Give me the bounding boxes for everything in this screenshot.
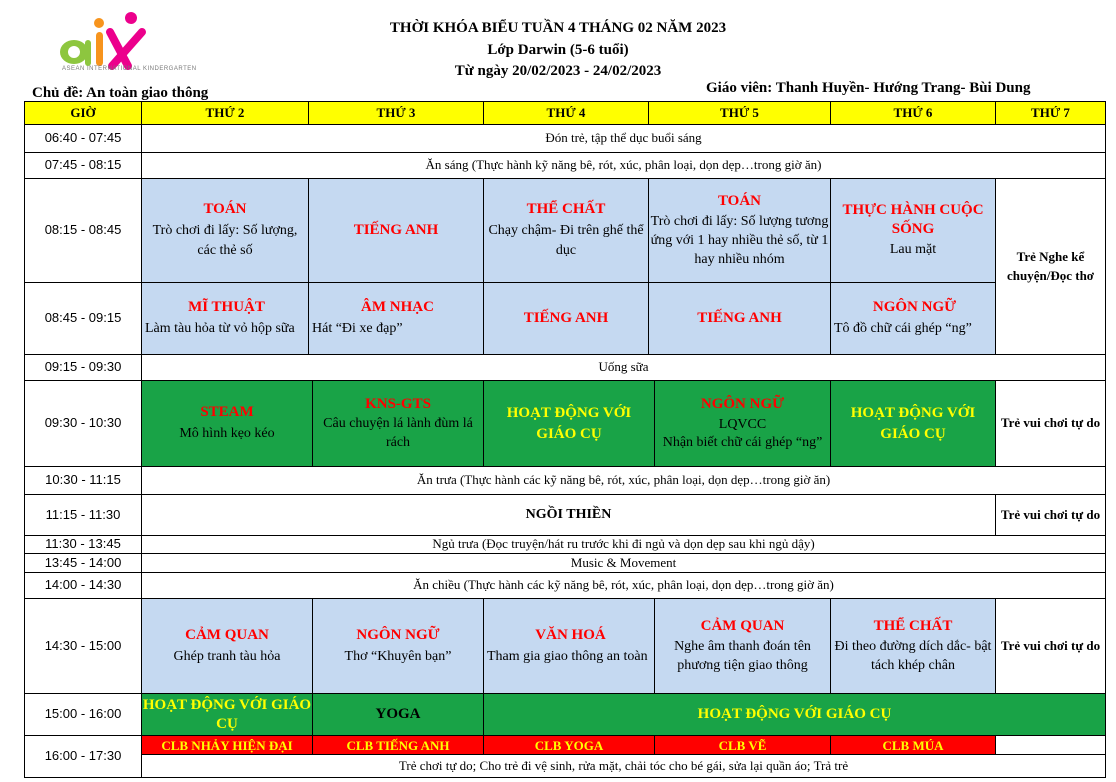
lesson-cell bbox=[312, 598, 484, 694]
lesson-desc: LQVCC bbox=[718, 417, 767, 433]
lesson-desc: Trò chơi đi lấy: Số lượng, các thẻ số bbox=[152, 223, 298, 259]
lesson-cell bbox=[830, 380, 996, 467]
activity-span: Ăn chiều (Thực hành các kỹ năng bê, rót, xúc, phân loại, dọn dẹp…trong giờ ăn) bbox=[141, 572, 1106, 599]
lesson-desc: Chạy chậm- Đi trên ghế thể dục bbox=[488, 223, 644, 259]
lesson-desc: Trò chơi đi lấy: Số lượng tương ứng với 1 hay nhiều thẻ số, từ 1 hay nhiều nhóm bbox=[650, 214, 829, 267]
time-slot: 16:00 - 17:30 bbox=[24, 735, 142, 778]
club-cell: CLB NHẢY HIỆN ĐẠI bbox=[141, 735, 313, 755]
lesson-cell bbox=[654, 380, 831, 467]
lesson-subject: NGÔN NGỮ bbox=[700, 396, 785, 413]
lesson-desc: Tham gia giao thông an toàn bbox=[487, 648, 648, 664]
lesson-subject: TIẾNG ANH bbox=[523, 309, 609, 326]
time-slot: 15:00 - 16:00 bbox=[24, 693, 142, 736]
time-slot: 11:15 - 11:30 bbox=[24, 494, 142, 536]
lesson-cell bbox=[830, 598, 996, 694]
lesson-cell bbox=[648, 282, 831, 355]
club-cell: CLB TIẾNG ANH bbox=[312, 735, 484, 755]
lesson-cell bbox=[483, 693, 1106, 736]
lesson-subject: STEAM bbox=[200, 404, 254, 421]
col-header-time: GIỜ bbox=[24, 101, 142, 125]
lesson-subject: TOÁN bbox=[717, 193, 762, 210]
activity-span: Ngủ trưa (Đọc truyện/hát ru trước khi đi ngủ và dọn dẹp sau khi ngủ dậy) bbox=[141, 535, 1106, 554]
lesson-cell bbox=[312, 380, 484, 467]
activity-span: Uống sữa bbox=[141, 354, 1106, 381]
club-cell: CLB VẼ bbox=[654, 735, 831, 755]
col-header-sat: THỨ 7 bbox=[995, 101, 1106, 125]
activity-span: Đón trẻ, tập thể dục buổi sáng bbox=[141, 124, 1106, 153]
lesson-subject: VĂN HOÁ bbox=[535, 626, 606, 643]
lesson-cell bbox=[141, 282, 309, 355]
lesson-subject: HOẠT ĐỘNG VỚI GIÁO CỤ bbox=[142, 696, 312, 732]
saturday-activity: Trẻ vui chơi tự do bbox=[995, 380, 1106, 467]
lesson-subject: THỂ CHẤT bbox=[873, 618, 953, 635]
lesson-subject: THỰC HÀNH CUỘC SỐNG bbox=[842, 201, 984, 238]
col-header-tue: THỨ 3 bbox=[308, 101, 484, 125]
lesson-desc: Câu chuyện lá lành đùm lá rách bbox=[323, 416, 473, 451]
activity-span: Trẻ chơi tự do; Cho trẻ đi vệ sinh, rửa mặt, chải tóc cho bé gái, sửa lại quần áo; Trả trẻ bbox=[141, 754, 1106, 778]
logo-subtitle: ASEAN INTERNATIONAL KINDERGARTEN bbox=[62, 66, 197, 72]
lesson-cell bbox=[141, 178, 309, 283]
lesson-cell bbox=[141, 693, 313, 736]
activity-span: Ăn sáng (Thực hành kỹ năng bê, rót, xúc, phân loại, dọn dẹp…trong giờ ăn) bbox=[141, 152, 1106, 179]
time-slot: 08:45 - 09:15 bbox=[24, 282, 142, 355]
lesson-subject: NGÔN NGỮ bbox=[356, 626, 440, 643]
lesson-cell bbox=[483, 380, 655, 467]
col-header-fri: THỨ 6 bbox=[830, 101, 996, 125]
teachers-label: Giáo viên: Thanh Huyền- Hướng Trang- Bùi Dung bbox=[706, 80, 1031, 96]
lesson-desc: Hát “Đi xe đạp” bbox=[312, 321, 403, 337]
time-slot: 10:30 - 11:15 bbox=[24, 466, 142, 495]
lesson-cell bbox=[483, 282, 649, 355]
lesson-desc: Nghe âm thanh đoán tên phương tiện giao thông bbox=[674, 638, 811, 673]
time-slot: 14:00 - 14:30 bbox=[24, 572, 142, 599]
saturday-activity: Trẻ vui chơi tự do bbox=[995, 494, 1106, 536]
lesson-desc: Nhận biết chữ cái ghép “ng” bbox=[662, 435, 823, 451]
lesson-cell bbox=[141, 380, 313, 467]
time-slot: 09:30 - 10:30 bbox=[24, 380, 142, 467]
lesson-subject: HOẠT ĐỘNG VỚI GIÁO CỤ bbox=[506, 404, 632, 442]
lesson-cell bbox=[654, 598, 831, 694]
lesson-desc: Đi theo đường dích dắc- bật tách khép chân bbox=[834, 638, 992, 673]
lesson-subject: NGÔN NGỮ bbox=[872, 299, 957, 316]
saturday-activity: Trẻ Nghe kể chuyện/Đọc thơ bbox=[995, 178, 1106, 355]
activity-span: Music & Movement bbox=[141, 553, 1106, 573]
lesson-cell bbox=[308, 282, 484, 355]
time-slot: 06:40 - 07:45 bbox=[24, 124, 142, 153]
lesson-subject: THỂ CHẤT bbox=[526, 201, 606, 218]
lesson-subject: MĨ THUẬT bbox=[188, 299, 265, 316]
lesson-cell bbox=[483, 178, 649, 283]
theme-label: Chủ đề: An toàn giao thông bbox=[32, 85, 209, 101]
time-slot: 13:45 - 14:00 bbox=[24, 553, 142, 573]
lesson-desc: Thơ “Khuyên bạn” bbox=[344, 648, 452, 664]
lesson-cell bbox=[830, 282, 996, 355]
time-slot: 09:15 - 09:30 bbox=[24, 354, 142, 381]
lesson-subject: CẢM QUAN bbox=[185, 626, 269, 643]
lesson-subject: KNS-GTS bbox=[365, 395, 431, 412]
lesson-subject: TIẾNG ANH bbox=[353, 221, 439, 238]
saturday-activity: Trẻ vui chơi tự do bbox=[995, 598, 1106, 694]
col-header-mon: THỨ 2 bbox=[141, 101, 309, 125]
lesson-subject: ÂM NHẠC bbox=[361, 299, 434, 316]
lesson-desc: Ghép tranh tàu hỏa bbox=[173, 648, 281, 664]
lesson-cell bbox=[308, 178, 484, 283]
club-cell: CLB MÚA bbox=[830, 735, 996, 755]
activity-span: NGỒI THIỀN bbox=[141, 494, 996, 536]
lesson-cell: YOGA bbox=[312, 693, 484, 736]
lesson-subject: HOẠT ĐỘNG VỚI GIÁO CỤ bbox=[850, 404, 976, 442]
lesson-subject: HOẠT ĐỘNG VỚI GIÁO CỤ bbox=[697, 705, 892, 722]
club-cell: CLB YOGA bbox=[483, 735, 655, 755]
col-header-wed: THỨ 4 bbox=[483, 101, 649, 125]
time-slot: 11:30 - 13:45 bbox=[24, 535, 142, 554]
lesson-cell bbox=[830, 178, 996, 283]
activity-span: Ăn trưa (Thực hành các kỹ năng bê, rót, xúc, phân loại, dọn dẹp…trong giờ ăn) bbox=[141, 466, 1106, 495]
lesson-cell bbox=[141, 598, 313, 694]
class-name: Lớp Darwin (5-6 tuổi) bbox=[487, 42, 629, 58]
lesson-desc: Mô hình kẹo kéo bbox=[179, 426, 275, 442]
lesson-cell bbox=[648, 178, 831, 283]
lesson-subject: TOÁN bbox=[203, 201, 247, 218]
time-slot: 08:15 - 08:45 bbox=[24, 178, 142, 283]
time-slot: 14:30 - 15:00 bbox=[24, 598, 142, 694]
page-title: THỜI KHÓA BIỂU TUẦN 4 THÁNG 02 NĂM 2023 bbox=[389, 20, 727, 36]
lesson-desc: Tô đồ chữ cái ghép “ng” bbox=[834, 321, 972, 337]
empty-cell bbox=[995, 735, 1106, 755]
lesson-desc: Làm tàu hỏa từ vỏ hộp sữa bbox=[145, 321, 295, 337]
lesson-subject: CẢM QUAN bbox=[700, 618, 785, 635]
col-header-thu: THỨ 5 bbox=[648, 101, 831, 125]
date-range: Từ ngày 20/02/2023 - 24/02/2023 bbox=[454, 63, 662, 79]
lesson-cell bbox=[483, 598, 655, 694]
lesson-subject: TIẾNG ANH bbox=[697, 309, 782, 326]
time-slot: 07:45 - 08:15 bbox=[24, 152, 142, 179]
lesson-desc: Lau mặt bbox=[889, 241, 937, 257]
